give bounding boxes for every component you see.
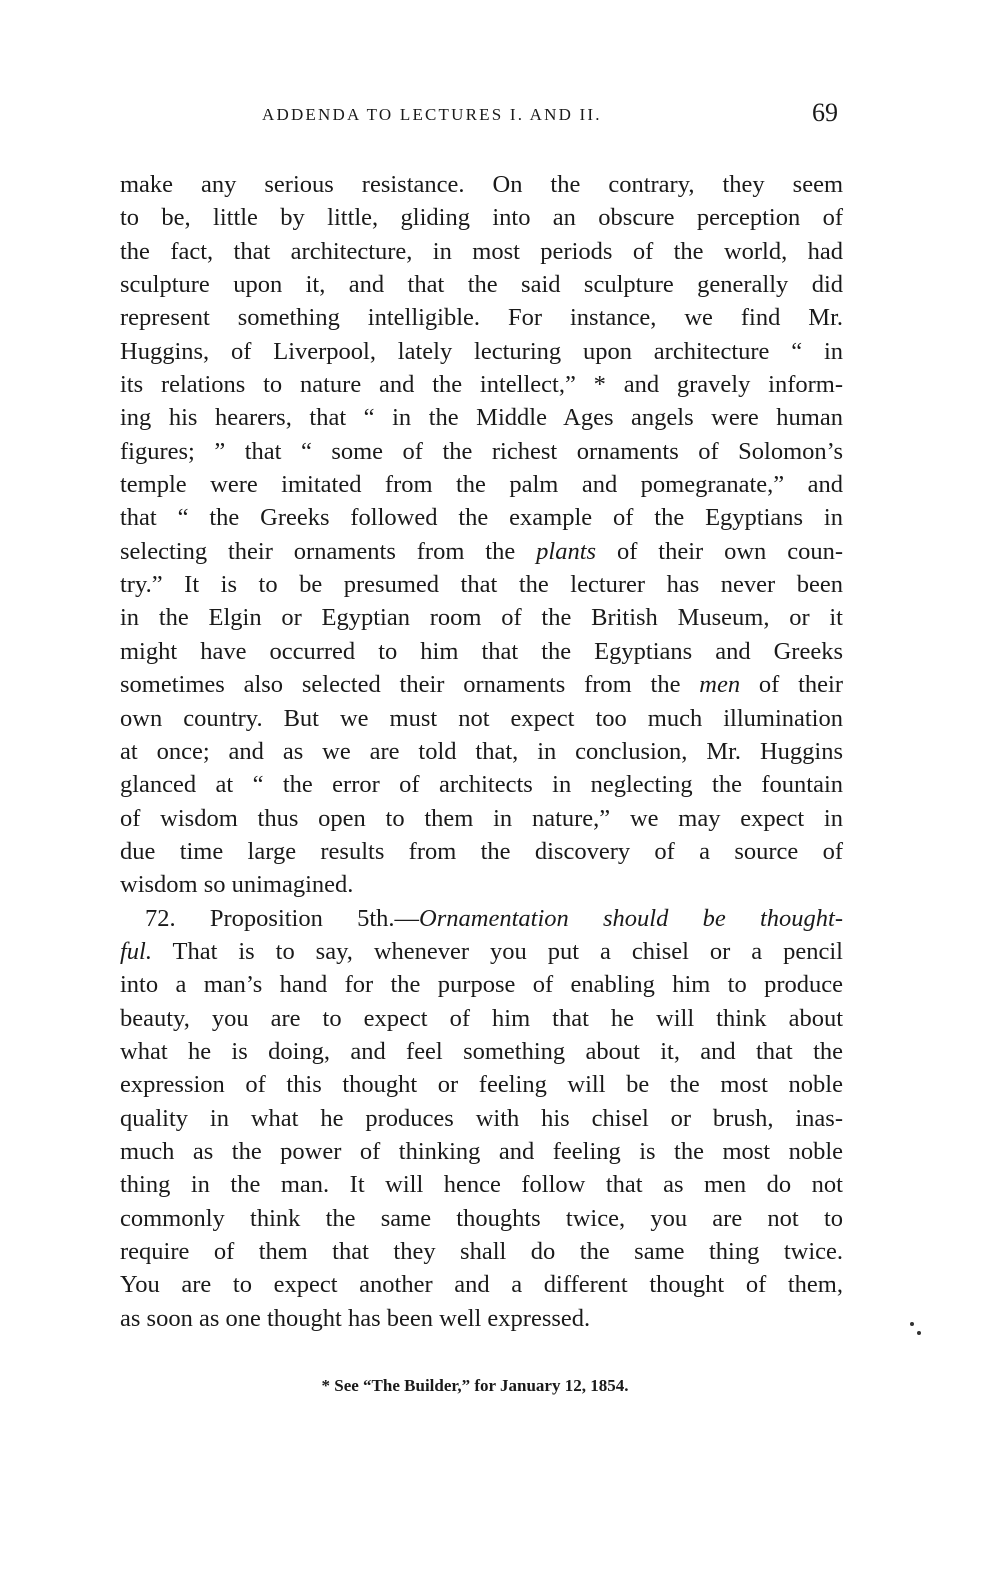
text-line [120, 835, 843, 868]
text-segment: of wisdom thus open to them in nature,” we may expect in [120, 804, 843, 832]
text-line [120, 635, 843, 668]
text-line [120, 301, 843, 334]
text-line [120, 1235, 843, 1268]
text-segment: make any serious resistance. On the contrary, they seem [120, 171, 843, 198]
text-segment: temple were imitated from the palm and pomegranate,” and [120, 471, 843, 499]
text-line [120, 368, 843, 401]
text-segment: require of them that they shall do the same thing twice. [120, 1238, 843, 1265]
text-segment: the fact, that architecture, in most periods of the world, had [120, 237, 843, 265]
text-segment: try.” It is to be presumed that the lecturer has never been [120, 571, 843, 599]
text-line [120, 768, 843, 801]
text-line [120, 235, 843, 268]
text-segment: expression of this thought or feeling will be the most noble [120, 1071, 843, 1099]
text-segment: of their [740, 671, 843, 699]
text-segment: into a man’s hand for the purpose of enabling him to produce [120, 971, 843, 999]
text-line [120, 935, 843, 968]
text-line [120, 1068, 843, 1101]
text-line [120, 1135, 843, 1168]
text-line [120, 902, 843, 935]
text-segment: much as the power of thinking and feeling is the most noble [120, 1137, 843, 1165]
text-line [120, 1302, 843, 1335]
text-line [120, 702, 843, 735]
scan-speck [917, 1331, 921, 1335]
running-title: ADDENDA TO LECTURES I. AND II. [262, 105, 602, 124]
text-segment: due time large results from the discovery of a source of [120, 837, 843, 865]
text-segment: glanced at “ the error of architects in neglecting the fountain [120, 771, 843, 799]
text-segment: sometimes also selected their ornaments from the [120, 671, 700, 699]
text-segment: that “ the Greeks followed the example of the Egyptians in [120, 504, 843, 532]
text-segment: selecting their ornaments from the [120, 537, 537, 565]
text-segment: Huggins, of Liverpool, lately lecturing upon architecture “ in [120, 337, 843, 365]
text-line [120, 201, 843, 234]
text-line [120, 1035, 843, 1068]
text-segment: in the Elgin or Egyptian room of the British Museum, or it [120, 604, 843, 632]
text-segment: thing in the man. It will hence follow that as men do not [120, 1171, 843, 1199]
italic-text: Ornamentation should be thought- [419, 904, 843, 932]
text-line [120, 601, 843, 634]
text-segment: own country. But we must not expect too much illumination [120, 704, 843, 732]
italic-text: ful. [120, 937, 152, 965]
text-segment: to be, little by little, gliding into an obscure perception of [120, 204, 843, 232]
text-segment: You are to expect another and a different thought of them, [120, 1271, 843, 1299]
text-segment: sculpture upon it, and that the said sculpture generally did [120, 271, 843, 299]
text-segment: as soon as one thought has been well expressed. [120, 1304, 591, 1332]
text-line [120, 435, 843, 468]
text-segment: might have occurred to him that the Egyptians and Greeks [120, 637, 843, 665]
text-segment: That is to say, whenever you put a chisel or a pencil [152, 937, 843, 965]
text-line [120, 868, 843, 901]
text-segment: 72. Proposition 5th.— [145, 904, 420, 932]
text-line [120, 501, 843, 534]
footnote: * See “The Builder,” for January 12, 1854. [321, 1376, 629, 1395]
text-line [120, 468, 843, 501]
text-segment: beauty, you are to expect of him that he will think about [120, 1004, 843, 1032]
text-line [120, 1102, 843, 1135]
text-segment: commonly think the same thoughts twice, you are not to [120, 1204, 843, 1232]
text-segment: represent something intelligible. For instance, we find Mr. [120, 304, 843, 332]
text-segment: wisdom so unimagined. [120, 871, 354, 899]
text-line [120, 668, 843, 701]
text-line [120, 1202, 843, 1235]
text-line [120, 968, 843, 1001]
text-segment: figures; ” that “ some of the richest ornaments of Solomon’s [120, 437, 843, 465]
text-line [120, 335, 843, 368]
text-line [120, 735, 843, 768]
text-line [120, 1268, 843, 1301]
text-segment: quality in what he produces with his chisel or brush, inas- [120, 1104, 843, 1132]
scan-speck [910, 1322, 914, 1326]
text-line [120, 1002, 843, 1035]
text-segment: ing his hearers, that “ in the Middle Ages angels were human [120, 404, 843, 432]
text-line [120, 568, 843, 601]
text-line [120, 802, 843, 835]
text-segment: its relations to nature and the intellect,” * and gravely inform- [120, 371, 843, 399]
text-segment: of their own coun- [596, 537, 843, 565]
text-line [120, 1168, 843, 1201]
text-line [120, 401, 843, 434]
text-line [120, 535, 843, 568]
text-segment: what he is doing, and feel something about it, and that the [120, 1037, 843, 1065]
text-segment: at once; and as we are told that, in conclusion, Mr. Huggins [120, 737, 843, 765]
italic-text: plants [536, 537, 597, 565]
italic-text: men [699, 671, 741, 699]
page-number: 69 [812, 98, 838, 127]
body-text [120, 168, 843, 1335]
text-line [120, 268, 843, 301]
text-line [120, 168, 843, 201]
